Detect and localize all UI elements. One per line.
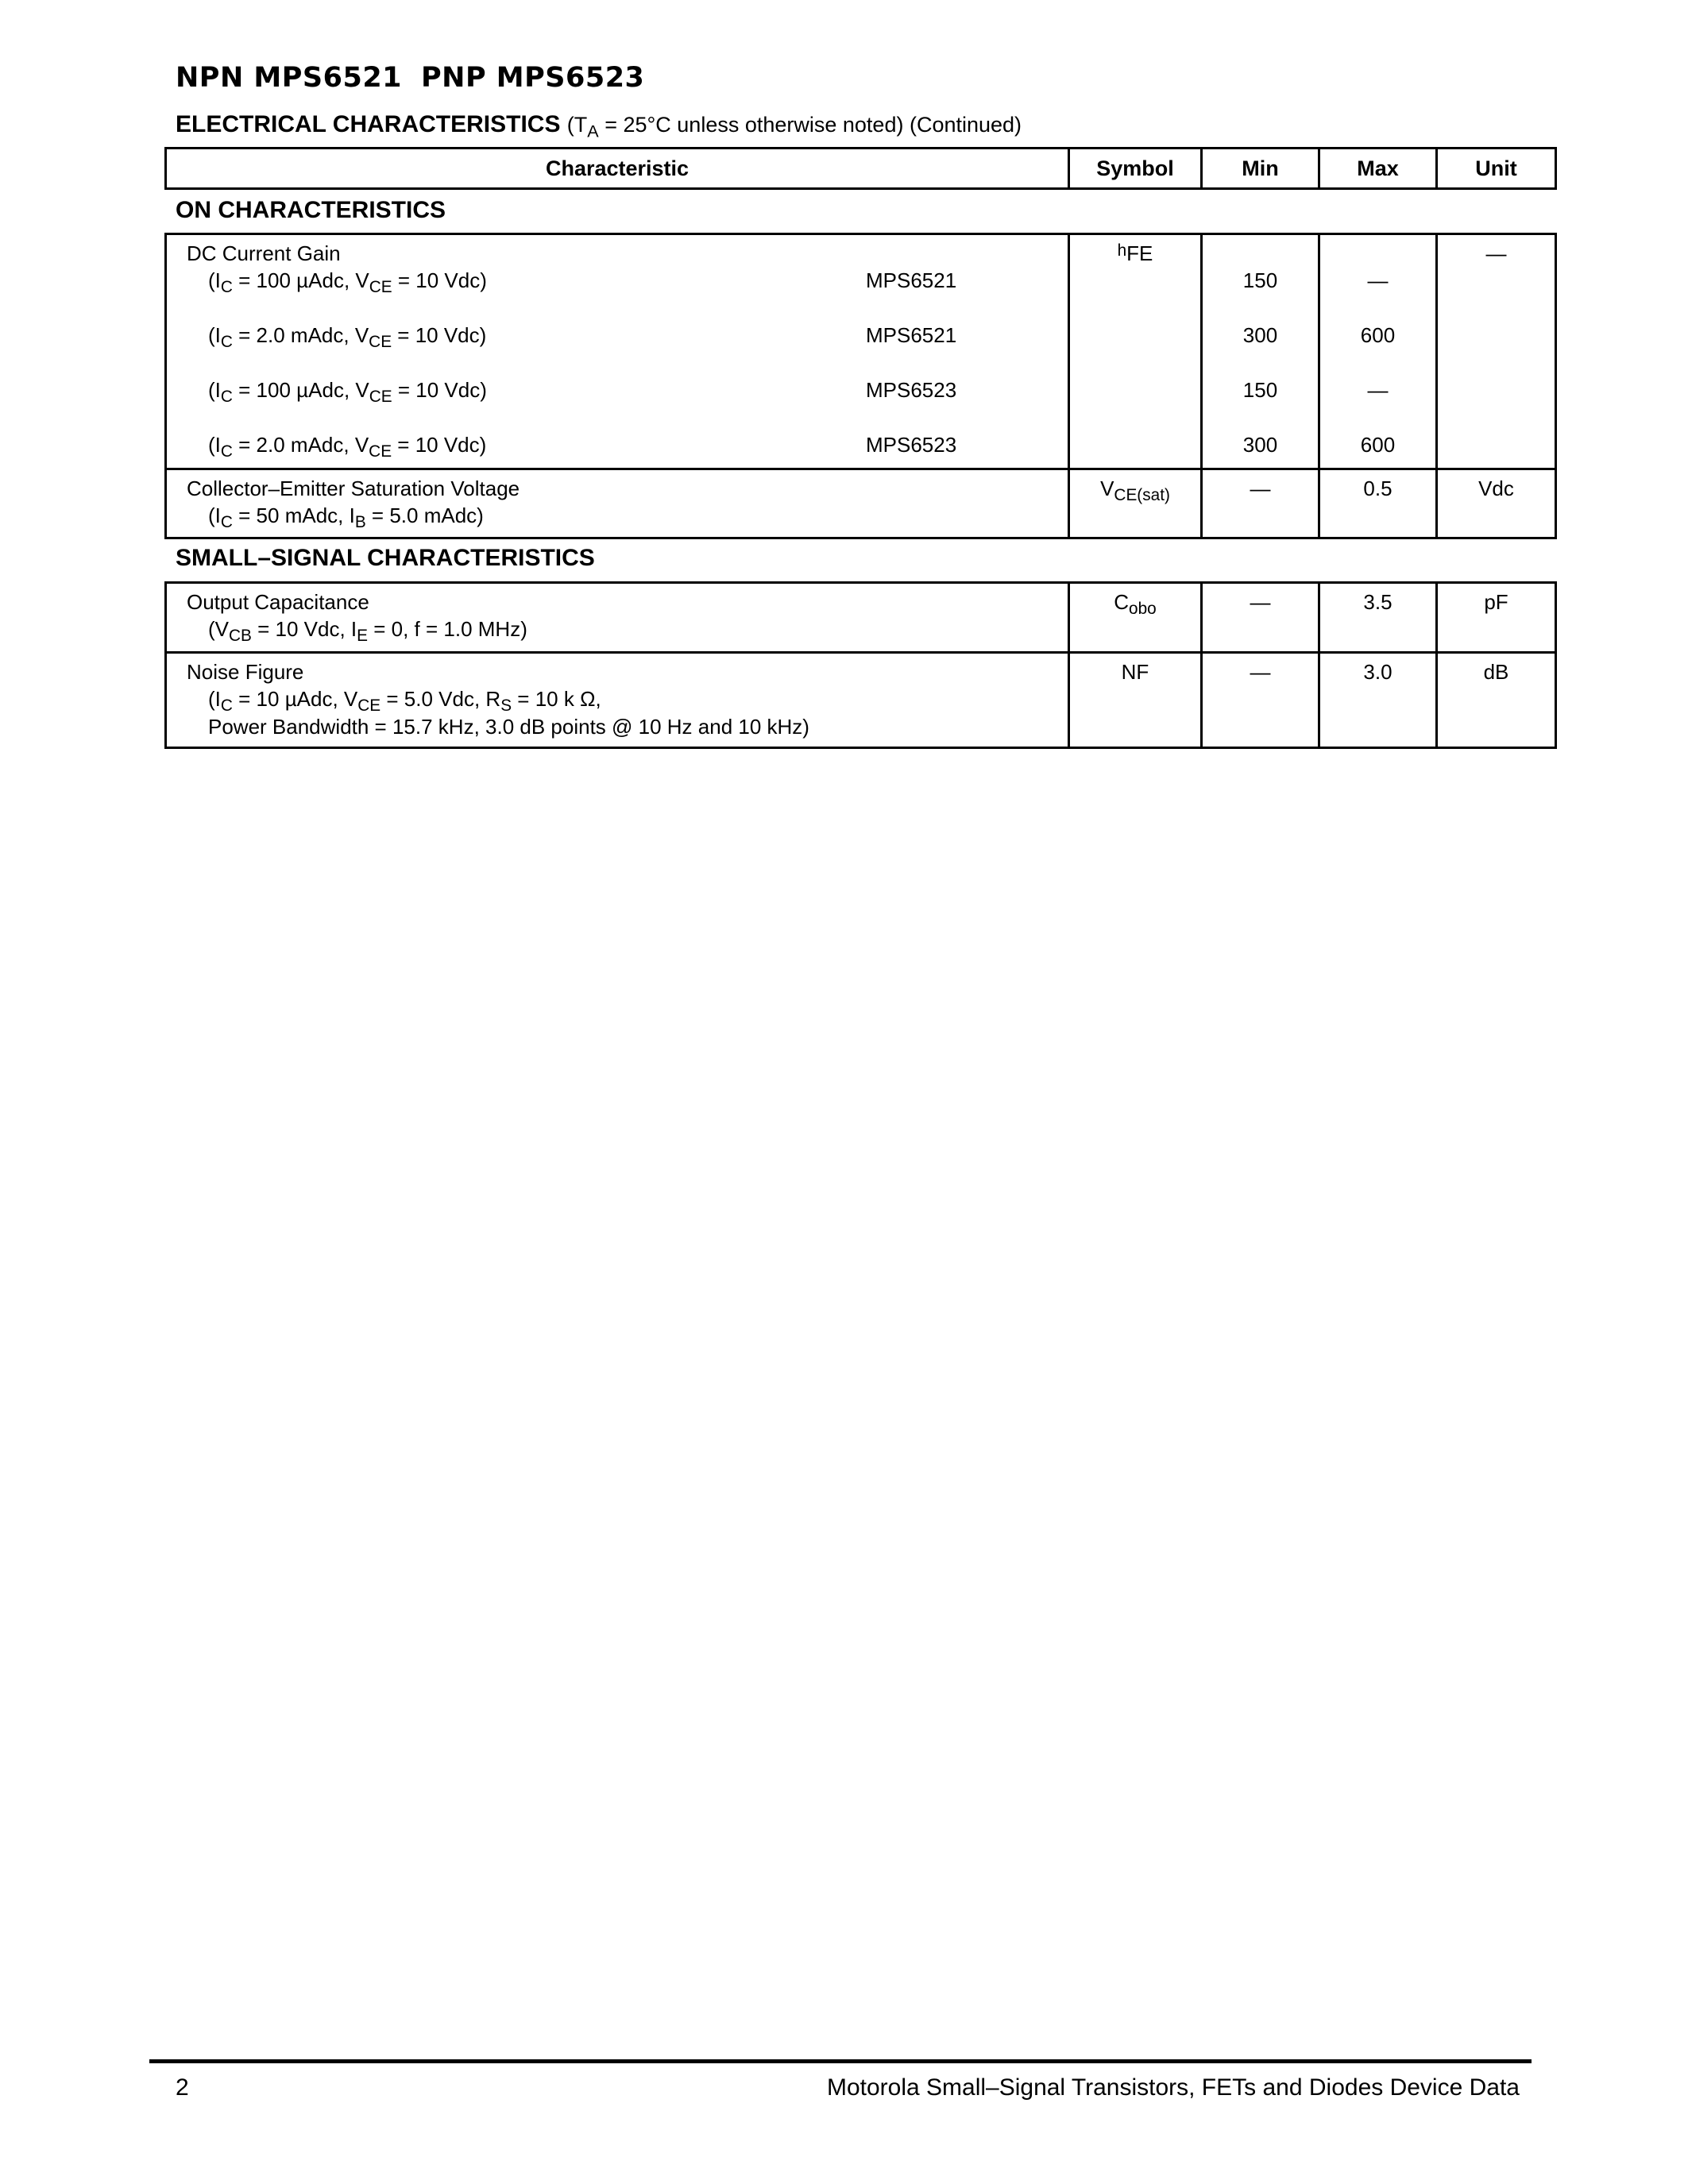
electrical-heading-conditions	[566, 113, 1022, 141]
on-characteristics-heading: ON CHARACTERISTICS	[176, 197, 446, 223]
vce-sat-unit: Vdc	[1478, 477, 1514, 500]
dc-gain-unit: —	[1485, 241, 1507, 265]
dc-gain-max-3: —	[1367, 378, 1389, 402]
nf-unit: dB	[1483, 660, 1509, 684]
dc-gain-label: DC Current Gain	[187, 241, 341, 265]
npn-part-label: NPN MPS6521	[176, 62, 403, 94]
nf-unit-cell	[1437, 653, 1556, 748]
dc-gain-min-1: 150	[1242, 268, 1278, 292]
table-row	[166, 469, 1556, 538]
vce-sat-characteristic-cell	[166, 469, 1069, 538]
cobo-condition: ($V_{CB} = 10$ Vdc, $I_E = 0$, f = 1.0 MHz)	[208, 617, 527, 646]
dc-gain-max-2: 600	[1360, 323, 1396, 347]
nf-max: 3.0	[1363, 660, 1393, 684]
publication-title: Motorola Small–Signal Transistors, FETs and Diodes Device Data	[826, 2074, 1520, 2101]
dc-gain-device-2: MPS6521	[866, 323, 957, 347]
nf-min-cell	[1202, 653, 1319, 748]
cobo-unit: pF	[1484, 590, 1508, 614]
small-signal-table	[164, 581, 1557, 749]
vce-sat-unit-cell	[1437, 469, 1556, 538]
nf-characteristic-cell	[166, 653, 1069, 748]
footer-rule	[149, 2059, 1532, 2063]
table-row	[166, 583, 1556, 653]
on-characteristics-table	[164, 233, 1557, 539]
vce-sat-max: 0.5	[1363, 477, 1393, 500]
col-symbol: Symbol	[1069, 149, 1202, 189]
electrical-heading-title: ELECTRICAL CHARACTERISTICS	[176, 111, 561, 137]
table-row	[166, 234, 1556, 469]
electrical-characteristics-heading	[176, 111, 1022, 141]
cobo-max-cell	[1319, 583, 1437, 653]
dc-gain-condition-1: ($I_C = 100$ µAdc, $V_{CE} = 10$ Vdc)	[208, 268, 487, 297]
dc-gain-condition-4: ($I_C = 2.0$ mAdc, $V_{CE} = 10$ Vdc)	[208, 433, 487, 461]
cobo-min: —	[1250, 590, 1271, 614]
dc-gain-min-2: 300	[1242, 323, 1278, 347]
col-characteristic: Characteristic	[166, 149, 1069, 189]
dc-gain-min-cell	[1202, 234, 1319, 469]
nf-condition-2: Power Bandwidth = 15.7 kHz, 3.0 dB points @ 10 Hz and 10 kHz)	[208, 715, 809, 739]
cobo-min-cell	[1202, 583, 1319, 653]
dc-gain-characteristic-cell	[166, 234, 1069, 469]
col-max: Max	[1319, 149, 1437, 189]
page-header	[176, 62, 663, 94]
dc-gain-device-1: MPS6521	[866, 268, 957, 292]
cond-open: (T	[566, 113, 588, 137]
dc-gain-symbol-cell	[1069, 234, 1202, 469]
dc-gain-condition-2: ($I_C = 2.0$ mAdc, $V_{CE} = 10$ Vdc)	[208, 323, 487, 352]
cond-sub: A	[587, 121, 599, 141]
nf-max-cell	[1319, 653, 1437, 748]
vce-sat-max-cell	[1319, 469, 1437, 538]
cobo-characteristic-cell	[166, 583, 1069, 653]
cobo-unit-cell	[1437, 583, 1556, 653]
cobo-symbol-cell	[1069, 583, 1202, 653]
table-row	[166, 653, 1556, 748]
dc-gain-device-4: MPS6523	[866, 433, 957, 457]
col-unit: Unit	[1437, 149, 1556, 189]
nf-min: —	[1250, 660, 1271, 684]
nf-symbol-cell	[1069, 653, 1202, 748]
column-header-table	[164, 147, 1557, 190]
vce-sat-min-cell	[1202, 469, 1319, 538]
cond-rest: = 25°C unless otherwise noted) (Continued)	[598, 113, 1022, 137]
vce-sat-label: Collector–Emitter Saturation Voltage	[187, 477, 520, 500]
dc-gain-max-4: 600	[1360, 433, 1396, 457]
cobo-label: Output Capacitance	[187, 590, 369, 614]
vce-sat-condition: ($I_C = 50$ mAdc, $I_B = 5.0$ mAdc)	[208, 504, 484, 532]
page-number: 2	[176, 2074, 189, 2101]
vce-sat-min: —	[1250, 477, 1271, 500]
pnp-part-label: PNP MPS6523	[421, 62, 645, 94]
dc-gain-device-3: MPS6523	[866, 378, 957, 402]
small-signal-characteristics-heading: SMALL–SIGNAL CHARACTERISTICS	[176, 545, 595, 571]
dc-gain-min-4: 300	[1242, 433, 1278, 457]
vce-sat-symbol: $V_{CE(sat)}$	[1100, 477, 1170, 505]
nf-symbol: NF	[1121, 660, 1149, 684]
nf-condition-1: ($I_C = 10$ µAdc, $V_{CE} = 5.0$ Vdc, $R_S = 10$ k Ω,	[208, 687, 601, 716]
dc-gain-min-3: 150	[1242, 378, 1278, 402]
col-min: Min	[1202, 149, 1319, 189]
cobo-max: 3.5	[1363, 590, 1393, 614]
cobo-symbol: $C_{obo}$	[1114, 590, 1157, 619]
dc-gain-max-cell	[1319, 234, 1437, 469]
dc-gain-condition-3: ($I_C = 100$ µAdc, $V_{CE} = 10$ Vdc)	[208, 378, 487, 407]
vce-sat-symbol-cell	[1069, 469, 1202, 538]
dc-gain-symbol: $^h$FE	[1117, 241, 1153, 265]
nf-label: Noise Figure	[187, 660, 304, 684]
dc-gain-unit-cell	[1437, 234, 1556, 469]
dc-gain-max-1: —	[1367, 268, 1389, 292]
